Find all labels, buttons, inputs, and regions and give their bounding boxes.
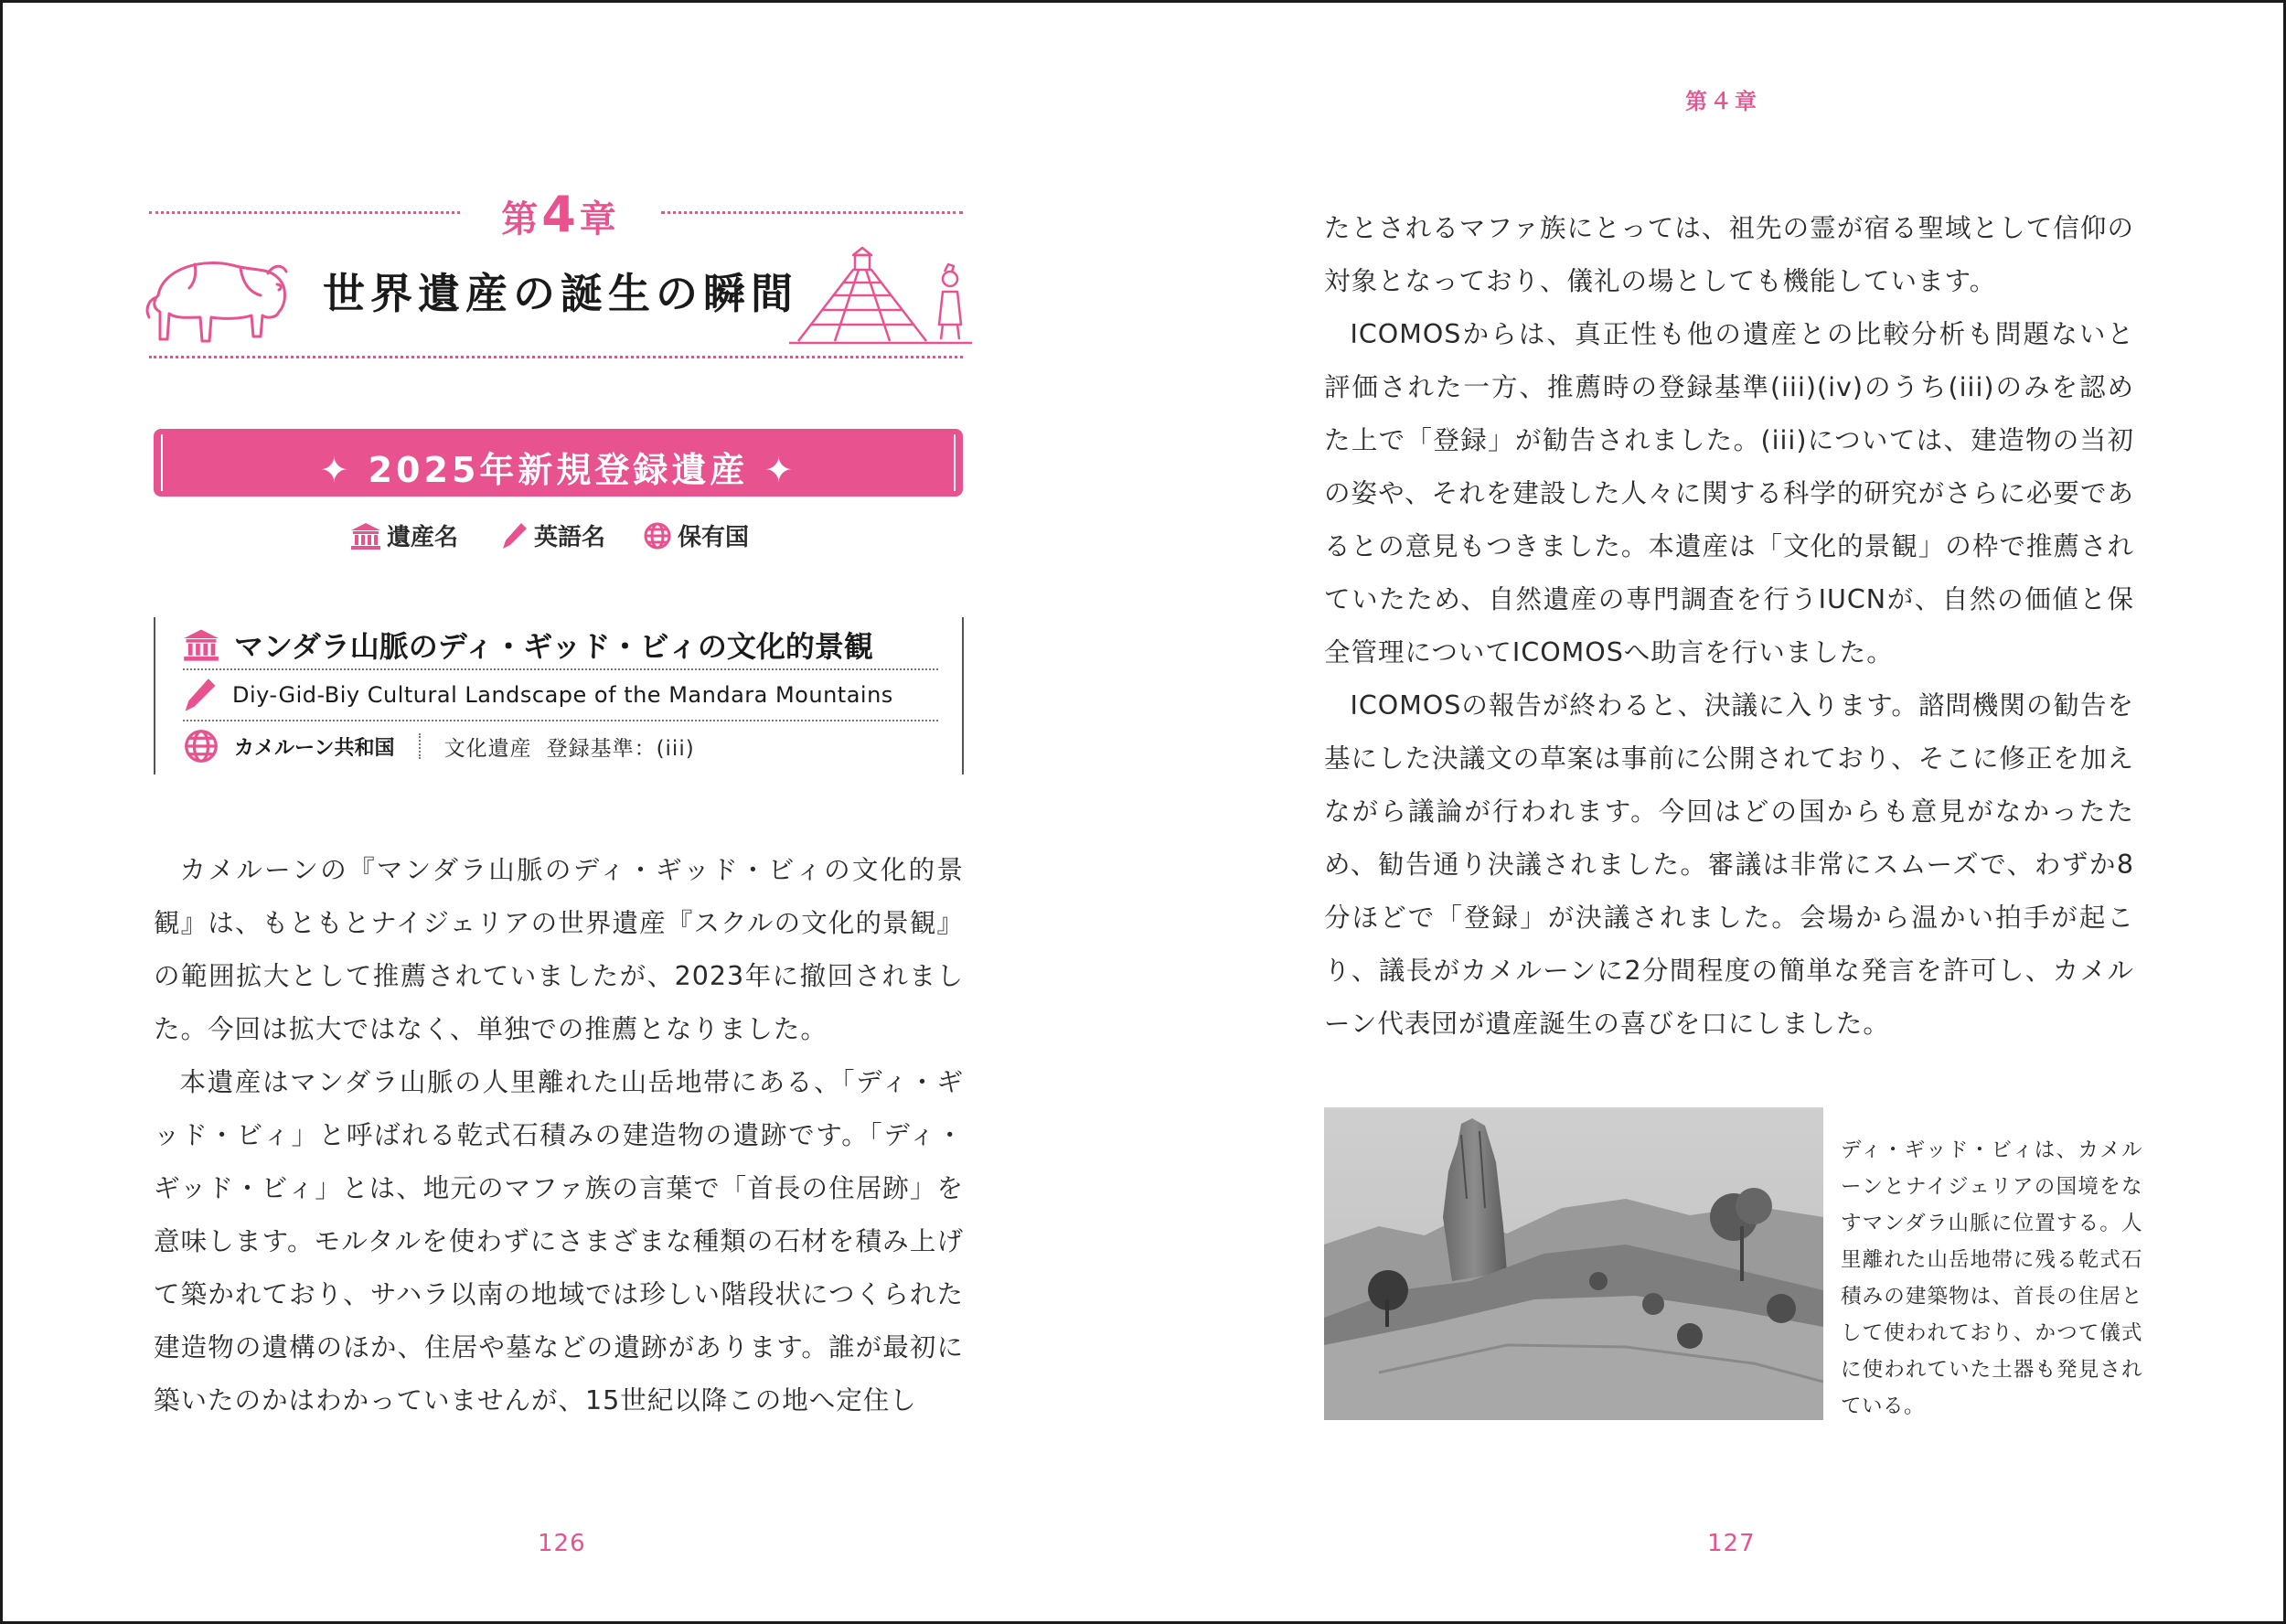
chapter-label [478, 186, 643, 243]
pyramid-icon [789, 233, 972, 361]
dotted-rule [661, 211, 963, 214]
bison-icon [140, 240, 295, 359]
entry-english-row [183, 670, 938, 721]
paragraph: ICOMOSからは、真正性も他の遺産との比較分析も問題ないと評価された一方、推薦時の登録基準(iii)(iv)のうち(iii)のみを認めた上で「登録」が勧告されました。(iii)については、建造物の当初の姿や、それを建設した人々に関する科学的研究がさらに必要であるとの意見もつきました。本遺産は「文化的景観」の枠で推薦されていたため、自然遺産の専門調査を行うIUCNが、自然の価値と保全管理についてICOMOSへ助言を行いました。 [1324, 319, 2134, 668]
dotted-rule [149, 211, 460, 214]
chapter-heading [149, 186, 963, 359]
legend-country-label: 保有国 [678, 524, 750, 551]
museum-icon [183, 628, 219, 661]
chapter-label-prefix: 第 [501, 198, 542, 240]
entry-japanese-row [183, 621, 938, 670]
photo-caption: ディ・ギッド・ビィは、カメルーンとナイジェリアの国境をなすマンダラ山脈に位置する。人里離れた山岳地帯に残る乾式石積みの建築物は、首長の住居として使われており、かつて儀式に使われていた土器も発見されている。 [1841, 1138, 2142, 1418]
paragraph: 本遺産はマンダラ山脈の人里離れた山岳地帯にある、「ディ・ギッド・ビィ」と呼ばれる乾式石積みの建造物の遺跡です。「ディ・ギッド・ビィ」とは、地元のマファ族の言葉で「首長の住居跡」を意味します。モルタルを使わずにさまざまな種類の石材を積み上げて築かれており、サハラ以南の地域では珍しい階段状につくられた建造物の遺構のほか、住居や墓などの遺跡があります。誰が最初に築いたのかはわかっていませんが、15世紀以降この地へ定住し [154, 1067, 964, 1416]
chapter-title: 世界遺産の誕生の瞬間 [323, 269, 798, 318]
chapter-number: 4 [541, 186, 580, 243]
paragraph: たとされるマファ族にとっては、祖先の霊が宿る聖域として信仰の対象となっており、儀礼の場としても機能しています。 [1324, 213, 2134, 296]
globe-icon [643, 521, 672, 550]
page-number-left: 126 [538, 1530, 586, 1557]
pen-icon [183, 676, 218, 714]
page-number-right: 127 [1707, 1530, 1756, 1557]
entry-criteria: 登録基準：(iii) [546, 736, 695, 761]
globe-icon [183, 728, 219, 764]
entry-country-row [183, 721, 938, 771]
legend-english-name [501, 518, 605, 552]
legend-heritage-name [350, 518, 458, 552]
legend-english-label: 英語名 [534, 524, 606, 551]
legend-heritage-label: 遺産名 [387, 524, 459, 551]
entry-japanese-name: マンダラ山脈のディ・ギッド・ビィの文化的景観 [234, 629, 873, 664]
paragraph: カメルーンの『マンダラ山脈のディ・ギッド・ビィの文化的景観』は、もともとナイジェリアの世界遺産『スクルの文化的景観』の範囲拡大として推薦されていましたが、2023年に撤回されました。今回は拡大ではなく、単独での推薦となりました。 [154, 855, 964, 1044]
pen-icon [501, 521, 529, 550]
right-body-text [1324, 202, 2134, 1051]
legend-country [643, 518, 749, 552]
entry-country: カメルーン共和国 [234, 736, 395, 760]
landscape-photo [1324, 1107, 1823, 1420]
dotted-separator [419, 733, 421, 759]
legend [350, 517, 771, 553]
heritage-entry [154, 617, 964, 775]
running-head: 第４章 [1685, 89, 1759, 114]
museum-icon [350, 522, 381, 550]
paragraph: ICOMOSの報告が終わると、決議に入ります。諮問機関の勧告を基にした決議文の草案は事前に公開されており、そこに修正を加えながら議論が行われます。今回はどの国からも意見がなかったため、勧告通り決議されました。審議は非常にスムーズで、わずか8分ほどで「登録」が決議されました。会場から温かい拍手が起こり、議長がカメルーンに2分間程度の簡単な発言を許可し、カメルーン代表団が遺産誕生の喜びを口にしました。 [1324, 690, 2134, 1039]
new-heritage-banner [154, 429, 963, 497]
entry-category: 文化遺産 [443, 736, 532, 761]
entry-english-name: Diy-Gid-Biy Cultural Landscape of the Mandara Mountains [232, 682, 893, 708]
chapter-label-suffix: 章 [579, 198, 620, 240]
banner-text: ✦ 2025年新規登録遺産 ✦ [319, 450, 797, 490]
left-body-text [154, 844, 964, 1427]
